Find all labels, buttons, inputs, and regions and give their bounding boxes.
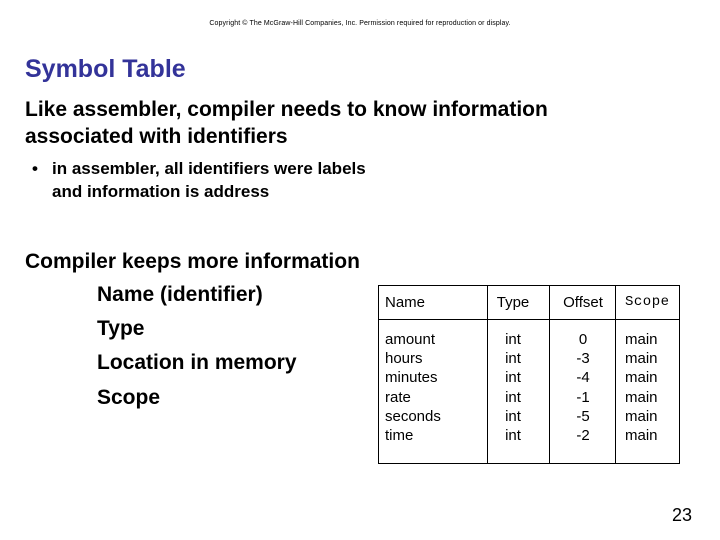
compiler-heading: Compiler keeps more information <box>25 250 360 273</box>
cell-scope: main <box>625 350 658 368</box>
bullet-line-1: in assembler, all identifiers were labels <box>52 159 366 178</box>
cell-type: int <box>505 388 521 406</box>
cell-offset: -2 <box>576 427 590 445</box>
header-divider <box>379 319 679 320</box>
cell-offset: 0 <box>578 331 588 348</box>
copyright-notice: Copyright © The McGraw-Hill Companies, Inc. Permission required for reproduction or display. <box>209 20 511 27</box>
intro-paragraph <box>25 96 548 150</box>
cell-name: minutes <box>385 369 438 387</box>
bullet-dot-icon: • <box>32 159 38 178</box>
cell-offset: -5 <box>576 407 590 425</box>
column-type <box>491 330 535 445</box>
header-name: Name <box>385 294 426 311</box>
page-number: 23 <box>672 505 693 525</box>
cell-name: hours <box>385 350 423 368</box>
header-type: Type <box>496 294 530 311</box>
cell-type: int <box>505 369 521 387</box>
cell-scope: main <box>625 331 658 348</box>
cell-type: int <box>505 331 521 348</box>
intro-line-2: associated with identifiers <box>25 125 288 148</box>
bullet-line-2: and information is address <box>52 182 270 201</box>
cell-offset: -1 <box>576 388 590 406</box>
cell-offset: -3 <box>576 350 590 368</box>
compiler-item-name: Name (identifier) <box>97 283 263 306</box>
cell-type: int <box>505 427 521 445</box>
cell-type: int <box>505 407 521 425</box>
column-scope <box>625 330 658 445</box>
cell-name: amount <box>385 331 436 348</box>
header-scope: Scope <box>625 294 670 310</box>
cell-scope: main <box>625 427 658 445</box>
column-name <box>385 330 441 445</box>
intro-line-1: Like assembler, compiler needs to know information <box>25 98 548 121</box>
compiler-item-type: Type <box>97 317 145 340</box>
cell-name: time <box>385 427 414 445</box>
column-divider <box>549 286 550 463</box>
cell-type: int <box>505 350 521 368</box>
cell-scope: main <box>625 369 658 387</box>
cell-name: rate <box>385 388 411 406</box>
column-divider <box>487 286 488 463</box>
cell-scope: main <box>625 388 658 406</box>
symbol-table <box>378 285 680 464</box>
slide-title: Symbol Table <box>25 55 186 83</box>
compiler-item-scope: Scope <box>97 386 161 409</box>
header-offset: Offset <box>563 294 603 311</box>
cell-offset: -4 <box>576 369 590 387</box>
cell-name: seconds <box>385 407 441 425</box>
column-offset <box>561 330 605 445</box>
compiler-item-location: Location in memory <box>97 351 297 374</box>
column-divider <box>615 286 616 463</box>
cell-scope: main <box>625 407 658 425</box>
